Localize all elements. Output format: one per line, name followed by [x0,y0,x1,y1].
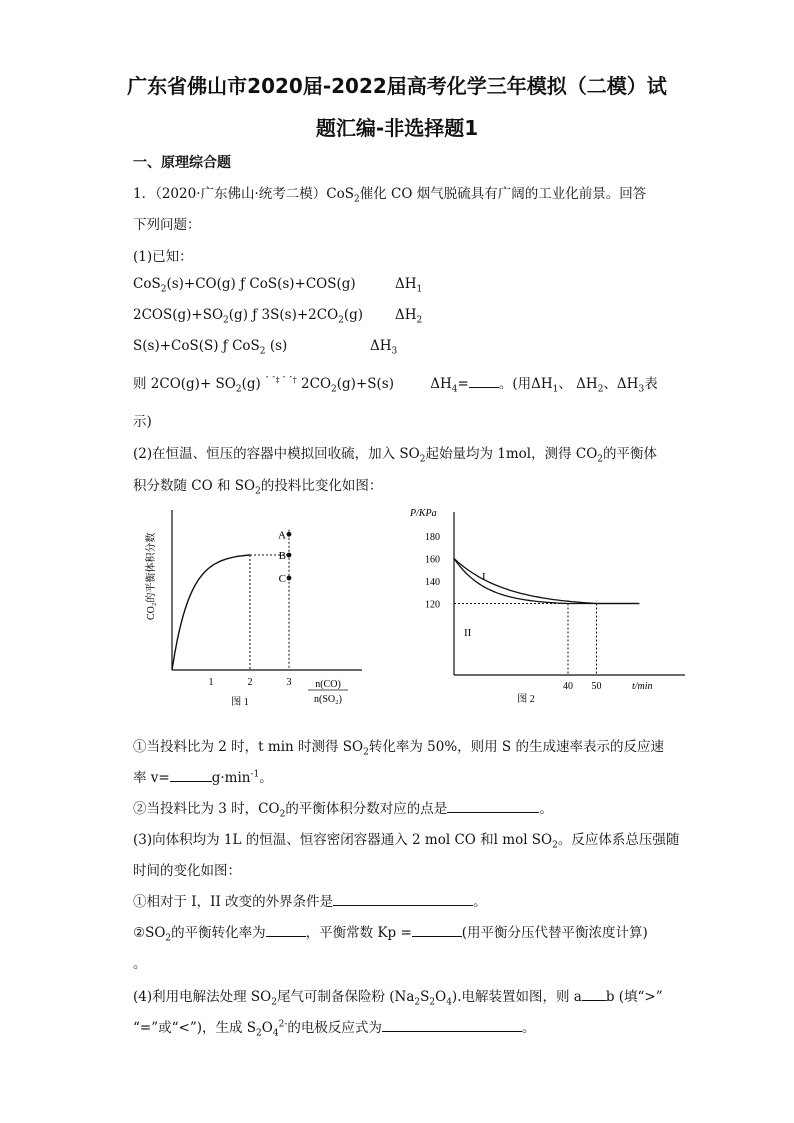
fig1-point-a [287,532,292,537]
fig2-ytick-140: 140 [425,577,440,588]
fig2-ytick-160: 160 [425,554,440,566]
fig2-ytick-180: 180 [425,532,440,543]
document-title-line2: 题汇编-非选择题1 [315,116,479,140]
fig2-ylabel: P/KPa [410,508,437,519]
fig1-caption: 图 1 [231,697,249,708]
fig1-label-c: C [278,573,286,585]
fig1-point-c [287,576,292,581]
fig1-label-b: B [278,550,286,562]
sub-question-3: ①相对于 I，II 改变的外界条件是 。 [133,894,487,910]
sub-question-2: ②当投料比为 3 时，$CO_2$的平衡体积分数对应的点是 。 [133,801,553,820]
equation-2: $2COS(g)+SO_2(g)$ ƒ $3S(s)+2CO_2(g)$ $\Delta H_2$ [133,307,423,326]
fig1-xlabel-den: n(SO₂) [314,694,342,705]
fig1-curve [172,555,250,670]
section-heading: 一、原理综合题 [133,155,231,171]
fig1-label-a: A [278,529,286,542]
fig1-xtick-3: 3 [286,677,292,688]
sub-question-1: ①当投料比为 2 时，t min 时测得 $SO_2$转化率为 50%，则用 S 的生成速率表示的反应速 [133,739,664,758]
fig1-xtick-2: 2 [247,677,253,688]
part4-text: (4)利用电解法处理 $SO_2$尾气可制备保险粉 $(Na_2S_2O_4)$.电解装置如图，则 a b (填“>” [133,989,663,1008]
fig2-xtick-40: 40 [563,681,573,692]
figure-2-chart [400,500,700,715]
document-title-line1: 广东省佛山市2020届-2022届高考化学三年模拟（二模）试 [127,74,667,98]
part3-text-cont: 时间的变化如图： [133,863,241,879]
fig2-label-ii: II [464,627,472,639]
fig2-xlabel: t/min [632,681,653,692]
fig1-xtick-1: 1 [208,677,214,688]
fig1-point-b [287,553,292,558]
sub-question-1-cont: 率 $v= g\cdot\min^{-1}$。 [133,769,273,786]
equation-4: 则 $2CO(g)+ SO_2(g)$ $^{ˆ ˆ\ddagger ˆ ˆ\dagger}$ $2CO_2(g)+S(s)$ $\Delta H_4=$ 。(用$\Delta H_1$、 $\Delta H_2$、$\Delta H_3$表 [133,375,658,395]
equation-4-cont: 示) [133,414,152,430]
equation-3: S(s)+CoS(S) ƒ CoS$_2$ (s) $\Delta H_3$ [133,338,398,357]
part4-text-cont: “=”或“<”)，生成 $S_2O_4^{2-}$的电极反应式为 。 [133,1019,536,1039]
fig2-xtick-50: 50 [591,681,602,692]
figure-1-chart [130,500,380,715]
fig1-xlabel-num: n(CO) [315,679,341,690]
fig2-label-i: I [482,571,486,583]
question-intro: 1．（2020·广东佛山·统考二模）CoS$_2$催化 CO 烟气脱硫具有广阔的工业化前景。回答 [133,186,647,205]
part2-text-cont: 积分数随 CO 和 $SO_2$的投料比变化如图： [133,478,383,497]
part1-label: (1)已知： [133,249,193,265]
part3-text: (3)向体积均为 1L 的恒温、恒容密闭容器通入 2 mol CO 和l mol $SO_2$。反应体系总压强随 [133,832,680,851]
fig2-caption: 图 2 [517,694,535,705]
part2-text: (2)在恒温、恒压的容器中模拟回收硫，加入 $SO_2$起始量均为 1mol，测得 $CO_2$的平衡体 [133,446,658,465]
equation-1: CoS$_2$(s)+CO(g) ƒ CoS(s)+COS(g) $\Delta H_1$ [133,276,423,295]
fig2-ytick-120: 120 [425,599,440,611]
question-intro-cont: 下列问题： [133,217,201,233]
sub-question-4-cont: 。 [133,956,147,972]
sub-question-4: $②SO_2$的平衡转化率为 ，平衡常数 Kp = (用平衡分压代替平衡浓度计算) [133,925,648,944]
fig1-ylabel: CO₂的平衡体积分数 [146,532,157,620]
